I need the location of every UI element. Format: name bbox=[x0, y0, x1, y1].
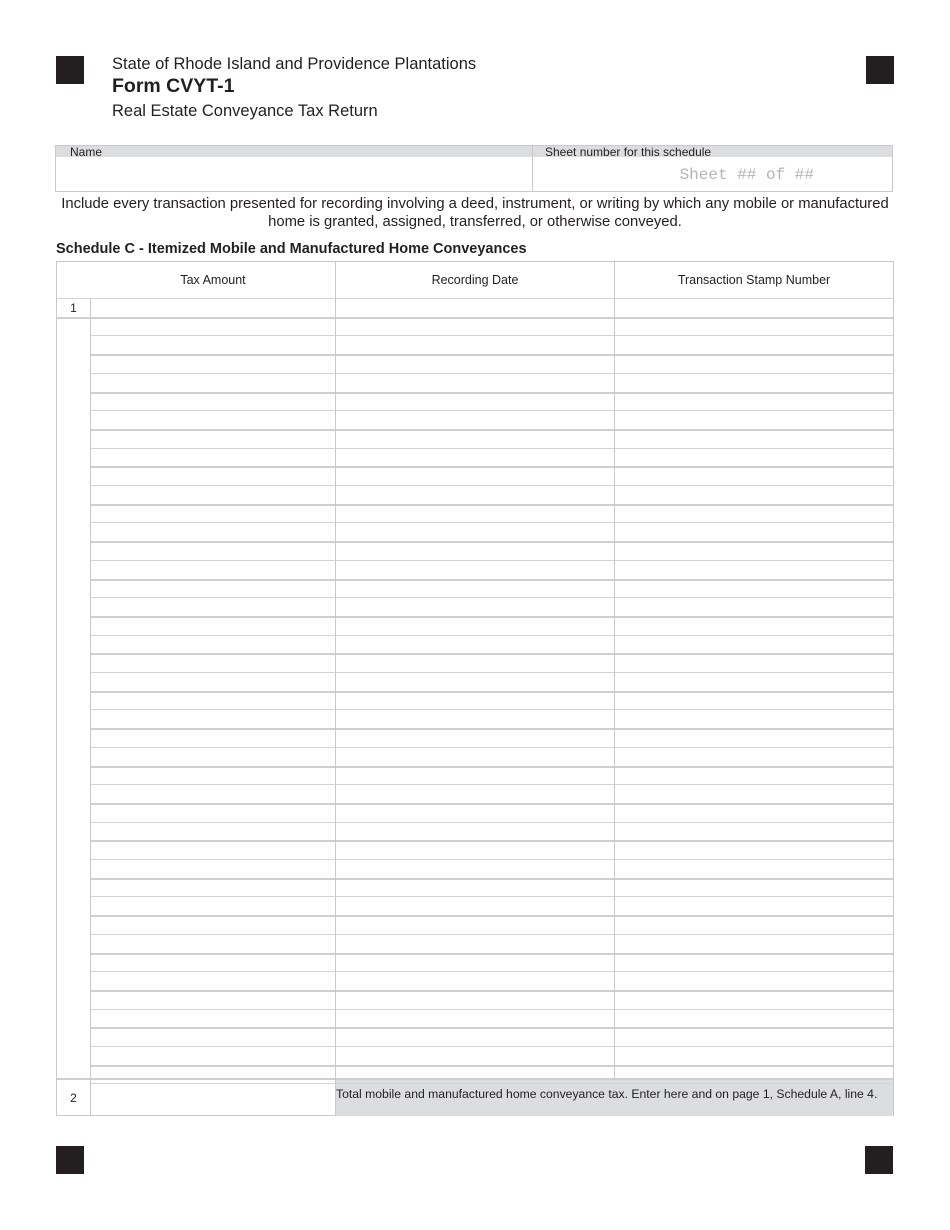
stamp-number-cell[interactable] bbox=[615, 393, 893, 411]
tax-amount-cell[interactable] bbox=[91, 598, 335, 616]
stamp-number-cell[interactable] bbox=[615, 972, 893, 990]
tax-amount-cell[interactable] bbox=[91, 991, 335, 1009]
recording-date-cell[interactable] bbox=[336, 954, 614, 972]
recording-date-cell[interactable] bbox=[336, 374, 614, 392]
tax-amount-cell[interactable] bbox=[91, 841, 335, 859]
tax-amount-cell[interactable] bbox=[91, 879, 335, 897]
stamp-number-cell[interactable] bbox=[615, 430, 893, 448]
stamp-number-cell[interactable] bbox=[615, 1028, 893, 1046]
stamp-number-cell[interactable] bbox=[615, 449, 893, 467]
tax-amount-cell[interactable] bbox=[91, 467, 335, 485]
tax-amount-cell[interactable] bbox=[91, 523, 335, 541]
registration-mark-bottom-right bbox=[865, 1146, 893, 1174]
stamp-number-cell[interactable] bbox=[615, 411, 893, 429]
stamp-number-cell[interactable] bbox=[615, 598, 893, 616]
sheet-number-placeholder: Sheet ## of ## bbox=[679, 165, 814, 184]
recording-date-cell[interactable] bbox=[336, 916, 614, 934]
tax-amount-cell[interactable] bbox=[91, 935, 335, 953]
stamp-number-cell[interactable] bbox=[615, 318, 893, 336]
tax-amount-cell[interactable] bbox=[91, 318, 335, 336]
stamp-number-cell[interactable] bbox=[615, 636, 893, 654]
recording-date-cell[interactable] bbox=[336, 823, 614, 841]
tax-amount-cell[interactable] bbox=[91, 336, 335, 354]
total-instruction: Total mobile and manufactured home conveyance tax. Enter here and on page 1, Schedule A, line 4. bbox=[336, 1087, 878, 1101]
stamp-number-cell[interactable] bbox=[615, 580, 893, 598]
recording-date-cell[interactable] bbox=[336, 336, 614, 354]
recording-date-cell[interactable] bbox=[336, 580, 614, 598]
tax-amount-cell[interactable] bbox=[91, 580, 335, 598]
recording-date-cell[interactable] bbox=[336, 430, 614, 448]
stamp-number-cell[interactable] bbox=[615, 710, 893, 728]
recording-date-cell[interactable] bbox=[336, 767, 614, 785]
tax-amount-cell[interactable] bbox=[91, 355, 335, 373]
tax-amount-cell[interactable] bbox=[91, 449, 335, 467]
stamp-number-cell[interactable] bbox=[615, 467, 893, 485]
stamp-number-cell[interactable] bbox=[615, 804, 893, 822]
recording-date-cell[interactable] bbox=[336, 449, 614, 467]
stamp-number-cell[interactable] bbox=[615, 748, 893, 766]
line-number-1: 1 bbox=[70, 301, 77, 315]
recording-date-cell[interactable] bbox=[336, 299, 614, 317]
column-header-transaction-stamp-number: Transaction Stamp Number bbox=[677, 273, 831, 287]
column-rule bbox=[335, 262, 336, 1116]
recording-date-cell[interactable] bbox=[336, 673, 614, 691]
stamp-number-cell[interactable] bbox=[615, 523, 893, 541]
tax-amount-cell[interactable] bbox=[91, 748, 335, 766]
stamp-number-cell[interactable] bbox=[615, 1010, 893, 1028]
tax-amount-cell[interactable] bbox=[91, 654, 335, 672]
tax-amount-cell[interactable] bbox=[91, 542, 335, 560]
tax-amount-cell[interactable] bbox=[91, 1066, 335, 1084]
tax-amount-cell[interactable] bbox=[91, 617, 335, 635]
recording-date-cell[interactable] bbox=[336, 617, 614, 635]
registration-mark-top-left bbox=[56, 56, 84, 84]
recording-date-cell[interactable] bbox=[336, 860, 614, 878]
tax-amount-cell[interactable] bbox=[91, 299, 335, 317]
row-rule bbox=[91, 1083, 893, 1084]
recording-date-cell[interactable] bbox=[336, 897, 614, 915]
stamp-number-cell[interactable] bbox=[615, 692, 893, 710]
recording-date-cell[interactable] bbox=[336, 804, 614, 822]
tax-amount-cell[interactable] bbox=[91, 860, 335, 878]
column-header-recording-date: Recording Date bbox=[431, 273, 519, 287]
tax-amount-cell[interactable] bbox=[91, 430, 335, 448]
recording-date-cell[interactable] bbox=[336, 523, 614, 541]
column-rule bbox=[614, 262, 615, 1079]
instructions: Include every transaction presented for recording involving a deed, instrument, or writing by which any mobile or manufactured home is granted, assigned, transferred, or otherwise conveyed. bbox=[61, 196, 889, 230]
recording-date-cell[interactable] bbox=[336, 542, 614, 560]
recording-date-cell[interactable] bbox=[336, 972, 614, 990]
registration-mark-bottom-left bbox=[56, 1146, 84, 1174]
name-label: Name bbox=[70, 145, 103, 159]
stamp-number-cell[interactable] bbox=[615, 654, 893, 672]
name-header-bar bbox=[56, 146, 892, 157]
recording-date-cell[interactable] bbox=[336, 935, 614, 953]
total-row-rule bbox=[57, 1078, 893, 1080]
recording-date-cell[interactable] bbox=[336, 879, 614, 897]
recording-date-cell[interactable] bbox=[336, 1066, 614, 1084]
total-tax-field[interactable] bbox=[91, 1079, 335, 1116]
recording-date-cell[interactable] bbox=[336, 486, 614, 504]
tax-amount-cell[interactable] bbox=[91, 897, 335, 915]
stamp-number-cell[interactable] bbox=[615, 505, 893, 523]
form-subtitle: Real Estate Conveyance Tax Return bbox=[112, 102, 378, 120]
line-number-2: 2 bbox=[70, 1091, 77, 1105]
stamp-number-cell[interactable] bbox=[615, 954, 893, 972]
recording-date-cell[interactable] bbox=[336, 785, 614, 803]
stamp-number-cell[interactable] bbox=[615, 935, 893, 953]
stamp-number-cell[interactable] bbox=[615, 729, 893, 747]
recording-date-cell[interactable] bbox=[336, 692, 614, 710]
recording-date-cell[interactable] bbox=[336, 748, 614, 766]
tax-amount-cell[interactable] bbox=[91, 823, 335, 841]
recording-date-cell[interactable] bbox=[336, 598, 614, 616]
name-divider bbox=[532, 146, 533, 191]
tax-amount-cell[interactable] bbox=[91, 954, 335, 972]
stamp-number-cell[interactable] bbox=[615, 785, 893, 803]
form-header bbox=[112, 54, 476, 124]
tax-amount-cell[interactable] bbox=[91, 767, 335, 785]
stamp-number-cell[interactable] bbox=[615, 486, 893, 504]
recording-date-cell[interactable] bbox=[336, 505, 614, 523]
recording-date-cell[interactable] bbox=[336, 729, 614, 747]
tax-amount-cell[interactable] bbox=[91, 729, 335, 747]
stamp-number-cell[interactable] bbox=[615, 916, 893, 934]
tax-amount-cell[interactable] bbox=[91, 710, 335, 728]
stamp-number-cell[interactable] bbox=[615, 879, 893, 897]
stamp-number-cell[interactable] bbox=[615, 1047, 893, 1065]
stamp-number-cell[interactable] bbox=[615, 860, 893, 878]
tax-amount-cell[interactable] bbox=[91, 692, 335, 710]
stamp-number-cell[interactable] bbox=[615, 542, 893, 560]
tax-amount-cell[interactable] bbox=[91, 916, 335, 934]
tax-amount-cell[interactable] bbox=[91, 374, 335, 392]
stamp-number-cell[interactable] bbox=[615, 355, 893, 373]
recording-date-cell[interactable] bbox=[336, 318, 614, 336]
stamp-number-cell[interactable] bbox=[615, 991, 893, 1009]
stamp-number-cell[interactable] bbox=[615, 767, 893, 785]
recording-date-cell[interactable] bbox=[336, 1047, 614, 1065]
sheet-number-label: Sheet number for this schedule bbox=[545, 145, 712, 159]
tax-amount-cell[interactable] bbox=[91, 393, 335, 411]
name-field[interactable] bbox=[57, 158, 531, 191]
recording-date-cell[interactable] bbox=[336, 355, 614, 373]
stamp-number-cell[interactable] bbox=[615, 299, 893, 317]
stamp-number-cell[interactable] bbox=[615, 673, 893, 691]
tax-amount-cell[interactable] bbox=[91, 411, 335, 429]
schedule-title: Schedule C - Itemized Mobile and Manufactured Home Conveyances bbox=[56, 241, 527, 257]
tax-amount-cell[interactable] bbox=[91, 972, 335, 990]
stamp-number-cell[interactable] bbox=[615, 561, 893, 579]
recording-date-cell[interactable] bbox=[336, 467, 614, 485]
stamp-number-cell[interactable] bbox=[615, 823, 893, 841]
recording-date-cell[interactable] bbox=[336, 991, 614, 1009]
tax-amount-cell[interactable] bbox=[91, 561, 335, 579]
recording-date-cell[interactable] bbox=[336, 654, 614, 672]
tax-amount-cell[interactable] bbox=[91, 1010, 335, 1028]
stamp-number-cell[interactable] bbox=[615, 1066, 893, 1084]
stamp-number-cell[interactable] bbox=[615, 336, 893, 354]
schedule-table bbox=[56, 261, 894, 1116]
tax-amount-cell[interactable] bbox=[91, 1028, 335, 1046]
tax-amount-cell[interactable] bbox=[91, 636, 335, 654]
recording-date-cell[interactable] bbox=[336, 1010, 614, 1028]
column-header-tax-amount: Tax Amount bbox=[180, 273, 246, 287]
column-rule bbox=[90, 298, 91, 1116]
tax-amount-cell[interactable] bbox=[91, 505, 335, 523]
name-section bbox=[55, 145, 893, 192]
recording-date-cell[interactable] bbox=[336, 561, 614, 579]
tax-amount-cell[interactable] bbox=[91, 804, 335, 822]
recording-date-cell[interactable] bbox=[336, 636, 614, 654]
recording-date-cell[interactable] bbox=[336, 710, 614, 728]
registration-mark-top-right bbox=[866, 56, 894, 84]
sheet-number-field[interactable] bbox=[534, 158, 892, 191]
recording-date-cell[interactable] bbox=[336, 841, 614, 859]
tax-amount-cell[interactable] bbox=[91, 785, 335, 803]
recording-date-cell[interactable] bbox=[336, 411, 614, 429]
state-name: State of Rhode Island and Providence Plantations bbox=[112, 55, 477, 73]
form-title: Form CVYT-1 bbox=[112, 75, 235, 97]
tax-amount-cell[interactable] bbox=[91, 673, 335, 691]
tax-amount-cell[interactable] bbox=[91, 486, 335, 504]
stamp-number-cell[interactable] bbox=[615, 617, 893, 635]
tax-amount-cell[interactable] bbox=[91, 1047, 335, 1065]
stamp-number-cell[interactable] bbox=[615, 897, 893, 915]
stamp-number-cell[interactable] bbox=[615, 374, 893, 392]
recording-date-cell[interactable] bbox=[336, 1028, 614, 1046]
stamp-number-cell[interactable] bbox=[615, 841, 893, 859]
recording-date-cell[interactable] bbox=[336, 393, 614, 411]
